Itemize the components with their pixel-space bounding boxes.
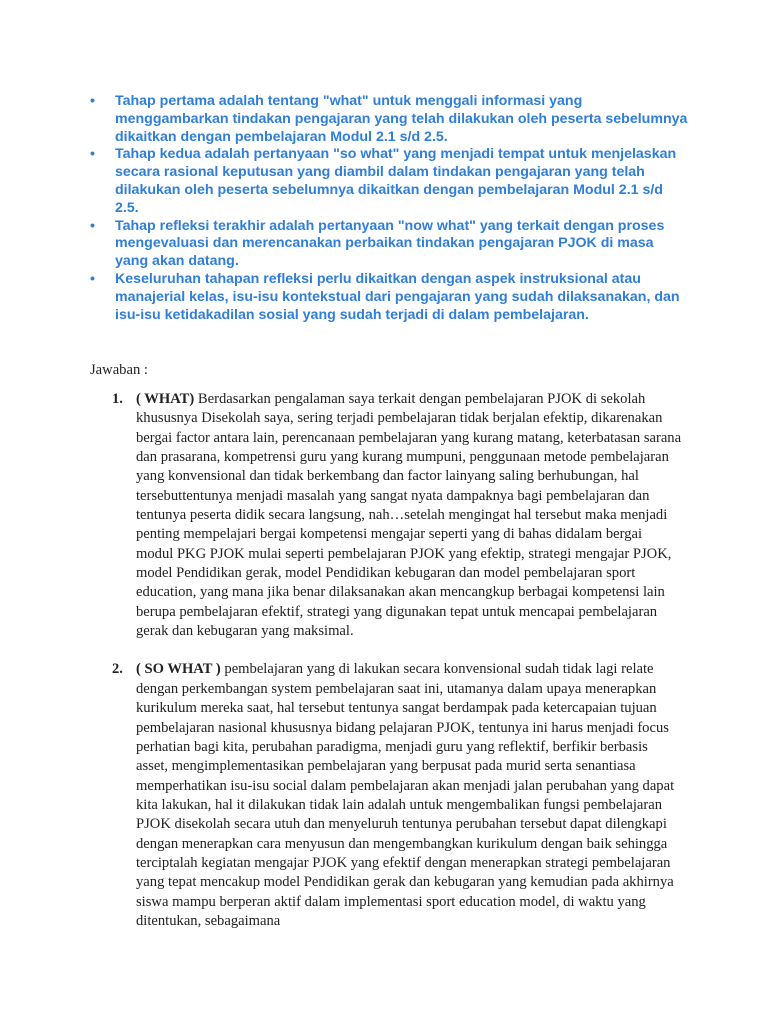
answer-number: 1. <box>112 391 123 407</box>
answer-text: Berdasarkan pengalaman saya terkait dengan pembelajaran PJOK di sekolah khususnya Disekolah saya, sering terjadi pembelajaran tidak berjalan efektip, dikarenakan bergai factor antara lain, perencanaan pembelajaran yang kurang matang, keterbatasan sarana dan prasarana, kompetrensi guru yang kurang mumpuni, penggunaan metode pembelajaran yang konvensional dan tidak berkembang dan factor lainyang saling berhubungan, hal tersebuttentunya menjadi masalah yang sangat nyata dampaknya bagi pembelajaran dan tentunya peserta didik secara langsung, nah…setelah mengingat hal tersebut maka menjadi penting mempelajari bergai kompetensi mengajar seperti yang di bahas didalam bergai modul PKG PJOK mulai seperti pembelajaran PJOK yang efektip, strategi mengajar PJOK, model Pendidikan gerak, model Pendidikan kebugaran dan model pembelajaran sport education, yang mana jika benar dilaksanakan akan mencangkup berbagai kompetensi lain berupa pembelajaran efektif, strategi yang digunakan tepat untuk mencapai pembelajaran gerak dan kebugaran yang maksimal. <box>136 391 682 640</box>
answer-number: 2. <box>112 661 123 678</box>
instruction-bullet-item <box>90 218 690 271</box>
answer-list <box>112 390 682 931</box>
jawaban-label: Jawaban : <box>90 362 148 378</box>
answer-lead: ( WHAT) <box>136 391 195 407</box>
instruction-bullet-list <box>90 93 690 324</box>
instruction-bullet-item <box>90 146 690 217</box>
bullet-marker: • <box>90 93 95 109</box>
answer-item <box>112 660 682 931</box>
instruction-bullet-text: Tahap pertama adalah tentang "what" untuk menggali informasi yang menggambarkan tindakan pengajaran yang telah dilakukan oleh peserta sebelumnya dikaitkan dengan pembelajaran Modul 2.1 s/d 2.5. <box>115 93 688 145</box>
bullet-marker: • <box>90 217 95 234</box>
instruction-bullet-text: Tahap kedua adalah pertanyaan "so what" yang menjadi tempat untuk menjelaskan secara rasional keputusan yang diambil dalam tindakan pengajaran yang telah dilakukan oleh peserta sebelumnya dikaitkan dengan pembelajaran Modul 2.1 s/d 2.5. <box>115 146 677 216</box>
bullet-marker: • <box>90 146 95 163</box>
instruction-bullet-text: Tahap refleksi terakhir adalah pertanyaan "now what" yang terkait dengan proses mengevaluasi dan merencanakan perbaikan tindakan pengajaran PJOK di masa yang akan datang. <box>115 217 665 270</box>
answer-text: pembelajaran yang di lakukan secara konvensional sudah tidak lagi relate dengan perkembangan system pembelajaran saat ini, utamanya dalam upaya menerapkan kurikulum mereka saat, hal tersebut tentunya sangat berdampak pada ketercapaian tujuan pembelajaran nasional khususnya bidang pelajaran PJOK, tentunya ini harus menjadi focus perhatian bagi kita, perubahan paradigma, menjadi guru yang reflektif, berfikir berbasis asset, mengimplementasikan pembelajaran yang berpusat pada murid serta senantiasa memperhatikan isu-isu social dalam pembelajaran akan menjadi jalan perubahan yang dapat kita lakukan, hal it dilakukan tidak lain adalah untuk mengembalikan fungsi pembelajaran PJOK disekolah secara utuh dan menyeluruh tentunya perubahan tersebut dapat dilengkapi dengan menerapkan cara menyusun dan mengembangkan kurikulum dengan baik sehingga terciptalah kegiatan mengajar PJOK yang efektif dengan menerapkan strategi pembelajaran yang tepat mencakup model Pendidikan gerak dan kebugaran yang kemudian pada akhirnya siswa mampu berperan aktif dalam implementasi sport education model, di waktu yang ditentukan, sebagaimana <box>136 661 675 929</box>
answer-lead: ( SO WHAT ) <box>136 661 221 678</box>
instruction-bullet-item <box>90 93 690 146</box>
instruction-bullet-text: Keseluruhan tahapan refleksi perlu dikaitkan dengan aspek instruksional atau manajerial kelas, isu-isu kontekstual dari pengajaran yang sudah dilaksanakan, dan isu-isu ketidakadilan sosial yang sudah terjadi di dalam pembelajaran. <box>115 270 680 323</box>
instruction-bullet-item <box>90 271 690 324</box>
bullet-marker: • <box>90 270 95 287</box>
answer-item <box>112 390 682 641</box>
